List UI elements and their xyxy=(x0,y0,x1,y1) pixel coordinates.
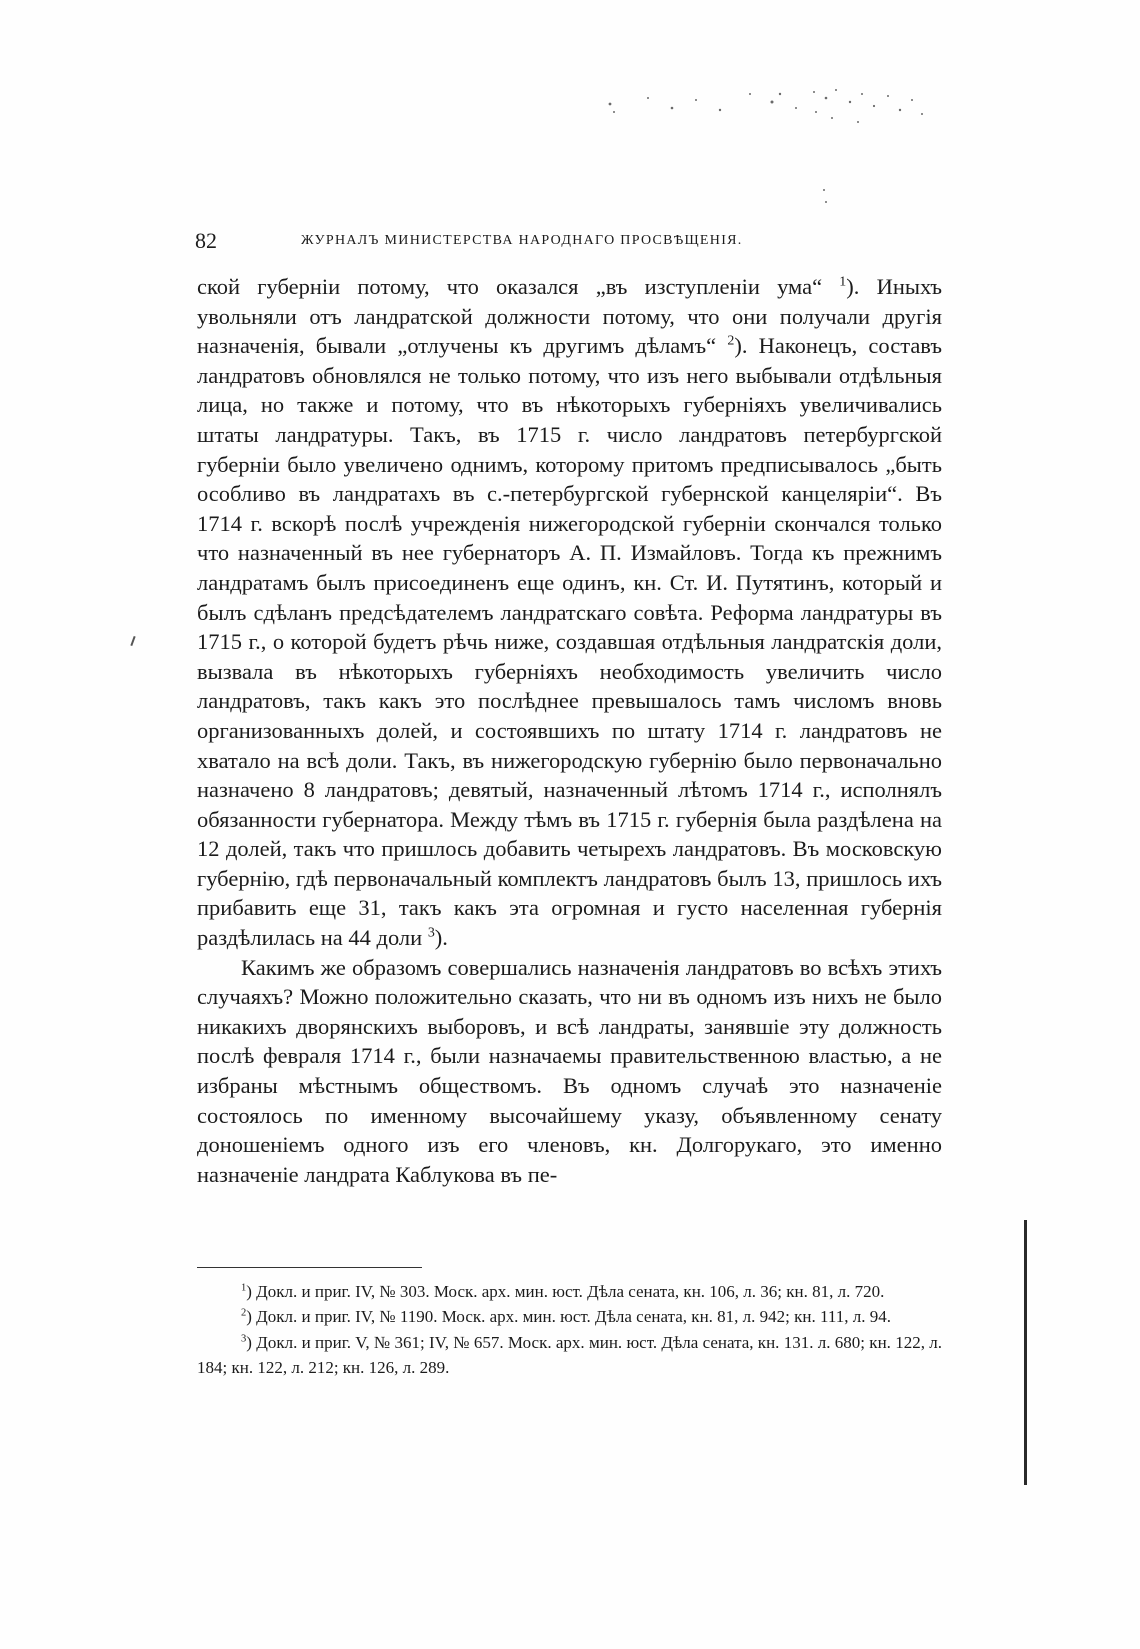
running-title: ЖУРНАЛЪ МИНИСТЕРСТВА НАРОДНАГО ПРОСВѢЩЕНІЯ. xyxy=(301,233,743,248)
paragraph-1-text-d: ). xyxy=(434,925,448,951)
body-text xyxy=(197,272,942,1189)
paragraph-1-text-a: ской губерніи потому, что оказался „въ изступленіи ума“ xyxy=(197,274,823,299)
paragraph-1-text-b: ). Иныхъ увольняли отъ ландратской должности потому, что они получали другія назначенія, бывали „отлучены къ другимъ дѣламъ“ xyxy=(197,274,943,359)
footnote-3-text: ) Докл. и приг. V, № 361; IV, № 657. Моск. арх. мин. юст. Дѣла сената, кн. 131. л. 680; кн. 122, л. 184; кн. 122, л. 212; кн. 126, л. 289. xyxy=(197,1332,942,1378)
footnote-ref-1: 1 xyxy=(839,274,847,290)
footnote-ref-2: 2 xyxy=(727,333,735,349)
footnote-2-mark: 2 xyxy=(241,1307,247,1319)
footnotes xyxy=(197,1279,942,1381)
footnote-3-mark: 3 xyxy=(241,1333,247,1345)
footnote-2-text: ) Докл. и приг. IV, № 1190. Моск. арх. мин. юст. Дѣла сената, кн. 81, л. 942; кн. 111, л. 94. xyxy=(246,1307,891,1327)
footnote-ref-3: 3 xyxy=(427,925,435,941)
footnote-rule xyxy=(197,1267,422,1268)
margin-mark xyxy=(130,636,135,646)
paragraph-2: Какимъ же образомъ совершались назначенія ландратовъ во всѣхъ этихъ случаяхъ? Можно положительно сказать, что ни въ одномъ изъ нихъ не было никакихъ дворянскихъ выборовъ, и всѣ ландраты, занявшіе эту должность послѣ февраля 1714 г., были назначаемы правительственною властью, а не избраны мѣстнымъ обществомъ. Въ одномъ случаѣ это назначеніе состоялось по именному высочайшему указу, объявленному сенату доношеніемъ одного изъ его членовъ, кн. Долгорукаго, это именно назначеніе ландрата Каблукова въ пе- xyxy=(197,954,942,1187)
scan-specks xyxy=(600,82,980,212)
binding-edge-mark xyxy=(1024,1220,1027,1485)
paragraph-1 xyxy=(197,272,942,953)
paragraph-1-text-c: ). Наконецъ, составъ ландратовъ обновлялся не только потому, что изъ него выбывали отдѣльныя лица, но также и потому, что въ нѣкоторыхъ губерніяхъ увеличивались штаты ландратуры. Такъ, въ 1715 г. число ландратовъ петербургской губерніи было увеличено однимъ, которому притомъ предписывалось „быть особливо въ ландратахъ въ с.-петербургской губернской канцеляріи“. Въ 1714 г. вскорѣ послѣ учрежденія нижегородской губерніи скончался только что назначенный въ нее губернаторъ А. П. Измайловъ. Тогда къ прежнимъ ландратамъ былъ присоединенъ еще одинъ, кн. Ст. И. Путятинъ, который и былъ сдѣланъ предсѣдателемъ ландратскаго совѣта. Реформа ландратуры въ 1715 г., о которой будетъ рѣчь ниже, создавшая отдѣльныя ландратскія доли, вызвала въ нѣкоторыхъ губерніяхъ необходимость увеличить число ландратовъ, такъ какъ это послѣднее превышалось тамъ числомъ вновь организованныхъ долей, и состоявшихъ по штату 1714 г. ландратовъ не хватало на всѣ доли. Такъ, въ нижегородскую губернію было первоначально назначено 8 ландратовъ; девятый, назначенный лѣтомъ 1714 г., исполнялъ обязанности губернатора. Между тѣмъ въ 1715 г. губернія была раздѣлена на 12 долей, такъ что пришлось добавить четырехъ ландратовъ. Въ московскую губернію, гдѣ первоначальный комплектъ ландратовъ былъ 13, пришлось ихъ прибавить еще 31, такъ какъ эта огромная и густо населенная губернія раздѣлилась на 44 доли xyxy=(197,333,943,951)
page-number: 82 xyxy=(195,228,217,253)
page-header xyxy=(195,226,955,256)
footnote-1-text: ) Докл. и приг. IV, № 303. Моск. арх. мин. юст. Дѣла сената, кн. 106, л. 36; кн. 81, л. 720. xyxy=(246,1282,885,1301)
footnote-2 xyxy=(197,1304,942,1329)
footnote-1 xyxy=(197,1279,942,1304)
footnote-3 xyxy=(197,1330,942,1381)
footnote-1-mark: 1 xyxy=(241,1282,247,1294)
